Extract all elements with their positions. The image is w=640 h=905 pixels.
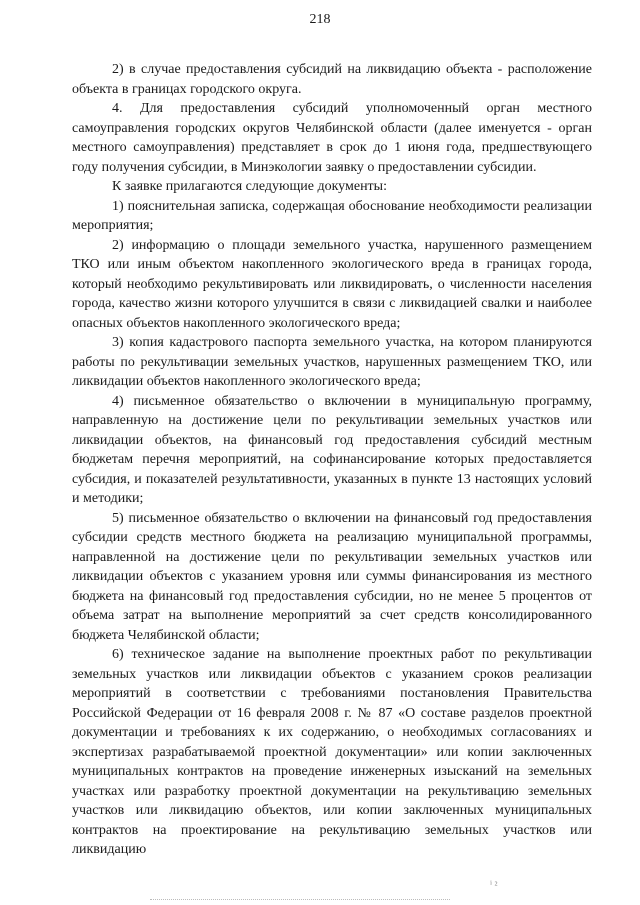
paragraph-attached-documents: К заявке прилагаются следующие документы: — [112, 179, 387, 194]
list-item-land-area-info: 2) информацию о площади земельного участка, нарушенного размещением ТКО или иным объектом накопленного экологического вреда в границах города, который необходимо рекультивировать или ликвидировать, о численности населения города, качество жизни которого улучшится в связи с ликвидацией свалки и наиболее опасных объектов накопленного экологического вреда; — [72, 237, 592, 331]
paragraph-application-procedure: 4. Для предоставления субсидий уполномоченный орган местного самоуправления городских округов Челябинской области (далее именуется - орган местного самоуправления) представляет в срок до 1 июня года, предшествующего году получения субсидии, в Минэкологии заявку о предоставлении субсидии. — [72, 101, 592, 175]
document-body — [72, 60, 592, 860]
list-item-explanatory-note: 1) пояснительная записка, содержащая обоснование необходимости реализации мероприятия; — [72, 198, 592, 233]
bottom-rule — [150, 899, 450, 900]
list-item-technical-assignment: 6) техническое задание на выполнение проектных работ по рекультивации земельных участков или ликвидации объектов с указанием сроков реализации мероприятий в соответствии с требованиями постановления Правительства Российской Федерации от 16 февраля 2008 г. № 87 «О составе разделов проектной документации и требованиях к их содержанию, о необходимых согласованиях и экспертизах разрабатываемой проектной документации» или копии заключенных муниципальных контрактов на проведение инженерных изысканий на земельных участках или разработку проектной документации на рекультивацию земельных участков или ликвидацию объектов, или копии заключенных муниципальных контрактов на проектирование на рекультивацию земельных участков или ликвидацию — [72, 647, 592, 857]
paragraph-subsidy-location: 2) в случае предоставления субсидий на ликвидацию объекта - расположение объекта в границах городского округа. — [72, 62, 592, 97]
scan-mark: ⁱ ² — [490, 880, 498, 891]
page-number: 218 — [309, 12, 331, 27]
list-item-budget-obligation: 5) письменное обязательство о включении на финансовый год предоставления субсидии средств местного бюджета на реализацию муниципальной программы, направленной на достижение цели по рекультивации земельных участков или ликвидации объектов с указанием уровня или суммы финансирования из местного бюджета на финансовый год предоставления субсидии, но не менее 5 процентов от объема затрат на выполнение мероприятий за счет средств консолидированного бюджета Челябинской области; — [72, 510, 592, 643]
list-item-cadastral-passport: 3) копия кадастрового паспорта земельного участка, на котором планируются работы по рекультивации земельных участков, нарушенных размещением ТКО, или ликвидации объектов накопленного экологического вреда; — [72, 335, 592, 389]
list-item-program-obligation: 4) письменное обязательство о включении в муниципальную программу, направленную на достижение цели по рекультивации земельных участков или ликвидации объектов, на финансовый год предоставления субсидий местным бюджетам перечня мероприятий, на софинансирование которых предоставляется субсидия, и показателей результативности, указанных в пункте 13 настоящих условий и методики; — [72, 393, 592, 506]
